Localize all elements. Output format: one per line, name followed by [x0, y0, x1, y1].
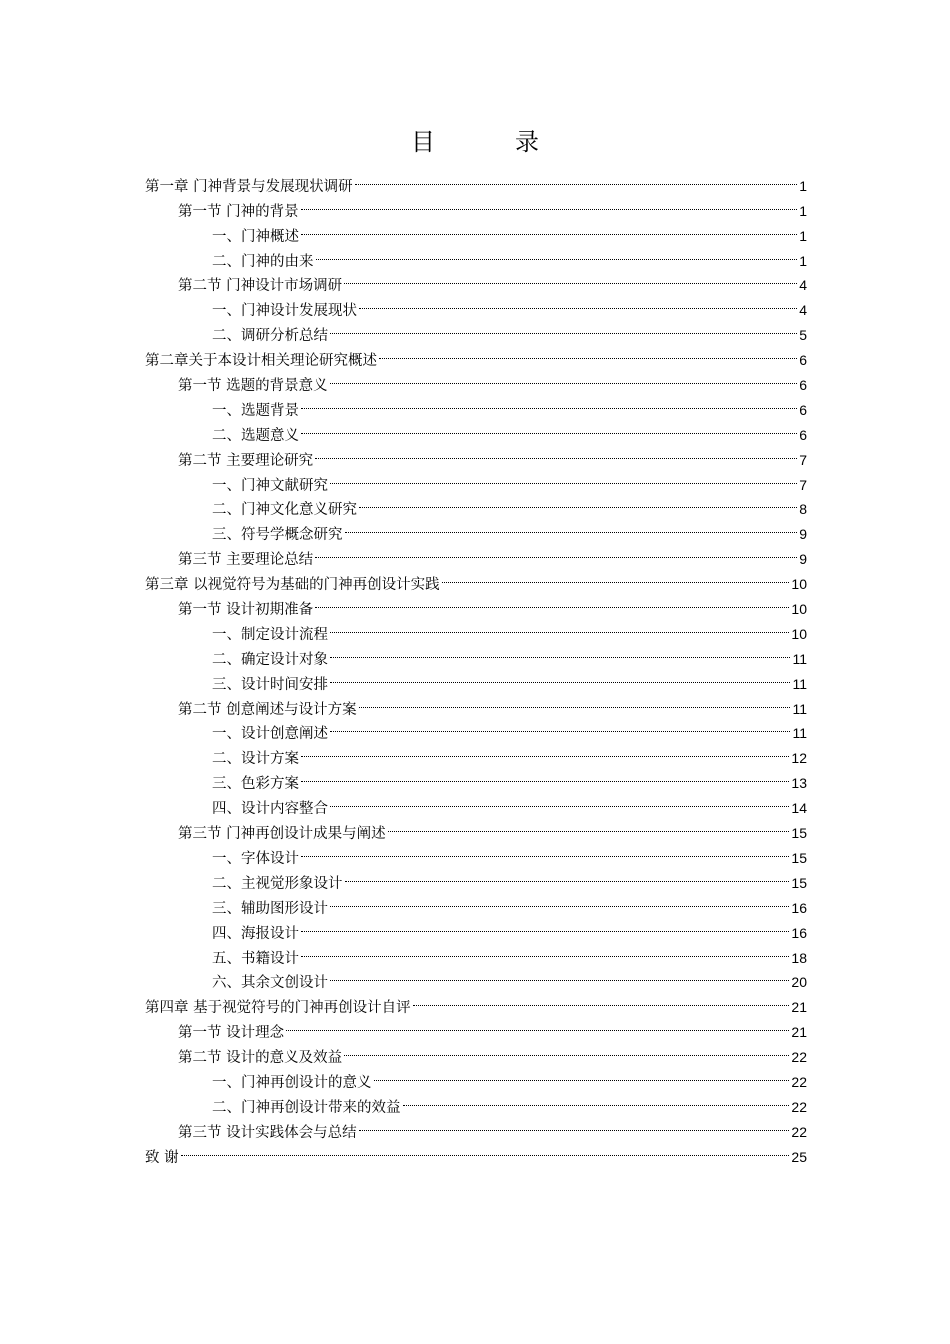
toc-entry-label: 第二节 门神设计市场调研 [178, 278, 343, 295]
toc-entry-page-number: 1 [799, 227, 807, 244]
toc-entry-label: 二、确定设计对象 [212, 651, 328, 668]
toc-entry-label: 四、设计内容整合 [212, 801, 328, 818]
toc-entry-label: 致 谢 [145, 1149, 179, 1166]
toc-entry-label: 第一章 门神背景与发展现状调研 [145, 178, 353, 195]
toc-entry-page-number: 11 [792, 725, 807, 742]
toc-entry-label: 二、选题意义 [212, 427, 299, 444]
toc-entry-page-number: 6 [799, 352, 807, 369]
toc-entry-page-number: 10 [791, 625, 807, 642]
toc-entry-label: 第二章关于本设计相关理论研究概述 [145, 353, 377, 370]
toc-entry-page-number: 11 [792, 675, 807, 692]
toc-entry[interactable] [145, 166, 807, 195]
toc-entry-page-number: 7 [799, 476, 807, 493]
toc-dot-leader [344, 1037, 789, 1062]
toc-entry-page-number: 7 [799, 451, 807, 468]
toc-dot-leader [330, 888, 789, 913]
toc-entry-page-number: 6 [799, 401, 807, 418]
toc-entry-page-number: 15 [791, 849, 807, 866]
toc-entry-label: 三、设计时间安排 [212, 676, 328, 693]
toc-dot-leader [315, 440, 797, 465]
toc-entry-label: 二、门神再创设计带来的效益 [212, 1099, 401, 1116]
toc-entry-page-number: 1 [799, 177, 807, 194]
page-title: 目 录 [411, 128, 567, 156]
toc-entry-label: 一、门神概述 [212, 228, 299, 245]
toc-dot-leader [315, 589, 789, 614]
toc-entry-label: 第二节 主要理论研究 [178, 452, 314, 469]
toc-entry-label: 五、书籍设计 [212, 950, 299, 967]
toc-entry-page-number: 16 [791, 924, 807, 941]
toc-entry-label: 三、符号学概念研究 [212, 527, 343, 544]
toc-entry-page-number: 12 [791, 750, 807, 767]
toc-entry-label: 第二节 创意阐述与设计方案 [178, 701, 357, 718]
toc-entry-label: 第三节 主要理论总结 [178, 552, 314, 569]
toc-dot-leader [388, 813, 790, 838]
toc-entry-page-number: 5 [799, 327, 807, 344]
toc-entry-label: 四、海报设计 [212, 925, 299, 942]
toc-dot-leader [359, 1112, 790, 1137]
toc-entry-page-number: 22 [791, 1123, 807, 1140]
toc-entry-label: 第三章 以视觉符号为基础的门神再创设计实践 [145, 577, 440, 594]
toc-entry-label: 第二节 设计的意义及效益 [178, 1050, 343, 1067]
toc-entry-page-number: 8 [799, 501, 807, 518]
table-of-contents [145, 166, 807, 1166]
toc-entry-label: 三、色彩方案 [212, 776, 299, 793]
toc-entry-page-number: 1 [799, 252, 807, 269]
toc-dot-leader [316, 241, 798, 266]
toc-entry-label: 二、门神的由来 [212, 253, 314, 270]
toc-entry-page-number: 1 [799, 202, 807, 219]
toc-entry-page-number: 10 [791, 601, 807, 618]
toc-entry-page-number: 9 [799, 526, 807, 543]
toc-dot-leader [301, 415, 797, 440]
toc-dot-leader [330, 315, 797, 340]
toc-entry-label: 第一节 设计理念 [178, 1025, 285, 1042]
toc-entry-page-number: 15 [791, 825, 807, 842]
toc-entry-label: 二、门神文化意义研究 [212, 502, 357, 519]
toc-dot-leader [301, 738, 789, 763]
toc-entry-label: 第三节 设计实践体会与总结 [178, 1124, 357, 1141]
toc-dot-leader [330, 465, 797, 490]
toc-dot-leader [374, 1062, 790, 1087]
toc-entry-page-number: 18 [791, 949, 807, 966]
toc-entry-page-number: 6 [799, 377, 807, 394]
toc-entry-page-number: 15 [791, 874, 807, 891]
toc-dot-leader [345, 514, 798, 539]
toc-entry-label: 二、设计方案 [212, 751, 299, 768]
toc-dot-leader [181, 1137, 790, 1162]
toc-entry-label: 二、主视觉形象设计 [212, 875, 343, 892]
toc-entry-page-number: 11 [792, 650, 807, 667]
toc-dot-leader [330, 614, 789, 639]
toc-entry-label: 第四章 基于视觉符号的门神再创设计自评 [145, 1000, 411, 1017]
toc-entry-label: 第一节 设计初期准备 [178, 602, 314, 619]
toc-dot-leader [301, 938, 789, 963]
toc-entry-label: 第一节 选题的背景意义 [178, 378, 328, 395]
toc-entry-label: 第三节 门神再创设计成果与阐述 [178, 826, 386, 843]
toc-entry-page-number: 4 [799, 302, 807, 319]
toc-entry-page-number: 20 [791, 974, 807, 991]
toc-entry-page-number: 21 [791, 999, 807, 1016]
toc-entry-label: 一、选题背景 [212, 402, 299, 419]
toc-dot-leader [330, 365, 798, 390]
toc-entry-label: 一、门神再创设计的意义 [212, 1074, 372, 1091]
toc-dot-leader [345, 863, 790, 888]
toc-dot-leader [301, 838, 789, 863]
toc-entry-label: 六、其余文创设计 [212, 975, 328, 992]
toc-dot-leader [301, 216, 797, 241]
toc-entry-page-number: 4 [799, 277, 807, 294]
toc-entry-label: 一、门神设计发展现状 [212, 303, 357, 320]
toc-entry-page-number: 22 [791, 1049, 807, 1066]
toc-dot-leader [403, 1087, 790, 1112]
toc-entry-label: 二、调研分析总结 [212, 328, 328, 345]
toc-dot-leader [442, 564, 790, 589]
toc-entry-page-number: 25 [791, 1148, 807, 1165]
toc-entry-label: 一、设计创意阐述 [212, 726, 328, 743]
toc-dot-leader [301, 913, 789, 938]
toc-dot-leader [330, 664, 790, 689]
toc-dot-leader [330, 788, 789, 813]
toc-entry-label: 一、字体设计 [212, 850, 299, 867]
toc-entry-label: 三、辅助图形设计 [212, 900, 328, 917]
toc-dot-leader [413, 987, 790, 1012]
toc-entry-label: 一、制定设计流程 [212, 626, 328, 643]
toc-dot-leader [379, 340, 797, 365]
toc-entry-label: 一、门神文献研究 [212, 477, 328, 494]
toc-entry-page-number: 13 [791, 775, 807, 792]
toc-dot-leader [355, 166, 798, 191]
toc-entry-page-number: 9 [799, 551, 807, 568]
toc-dot-leader [315, 539, 797, 564]
toc-dot-leader [330, 639, 790, 664]
toc-entry-page-number: 21 [791, 1024, 807, 1041]
toc-dot-leader [301, 390, 797, 415]
toc-entry-label: 第一节 门神的背景 [178, 203, 299, 220]
toc-entry-page-number: 22 [791, 1073, 807, 1090]
toc-dot-leader [301, 763, 789, 788]
toc-dot-leader [359, 689, 791, 714]
toc-dot-leader [330, 963, 789, 988]
toc-dot-leader [344, 266, 797, 291]
toc-entry-page-number: 6 [799, 426, 807, 443]
toc-dot-leader [286, 1012, 789, 1037]
toc-entry-page-number: 22 [791, 1098, 807, 1115]
toc-entry[interactable] [145, 1137, 807, 1166]
toc-entry-page-number: 14 [791, 800, 807, 817]
toc-dot-leader [359, 490, 797, 515]
toc-entry-page-number: 10 [791, 576, 807, 593]
toc-entry-page-number: 16 [791, 899, 807, 916]
toc-entry-page-number: 11 [792, 700, 807, 717]
toc-dot-leader [330, 714, 790, 739]
toc-dot-leader [301, 191, 798, 216]
toc-dot-leader [359, 290, 797, 315]
